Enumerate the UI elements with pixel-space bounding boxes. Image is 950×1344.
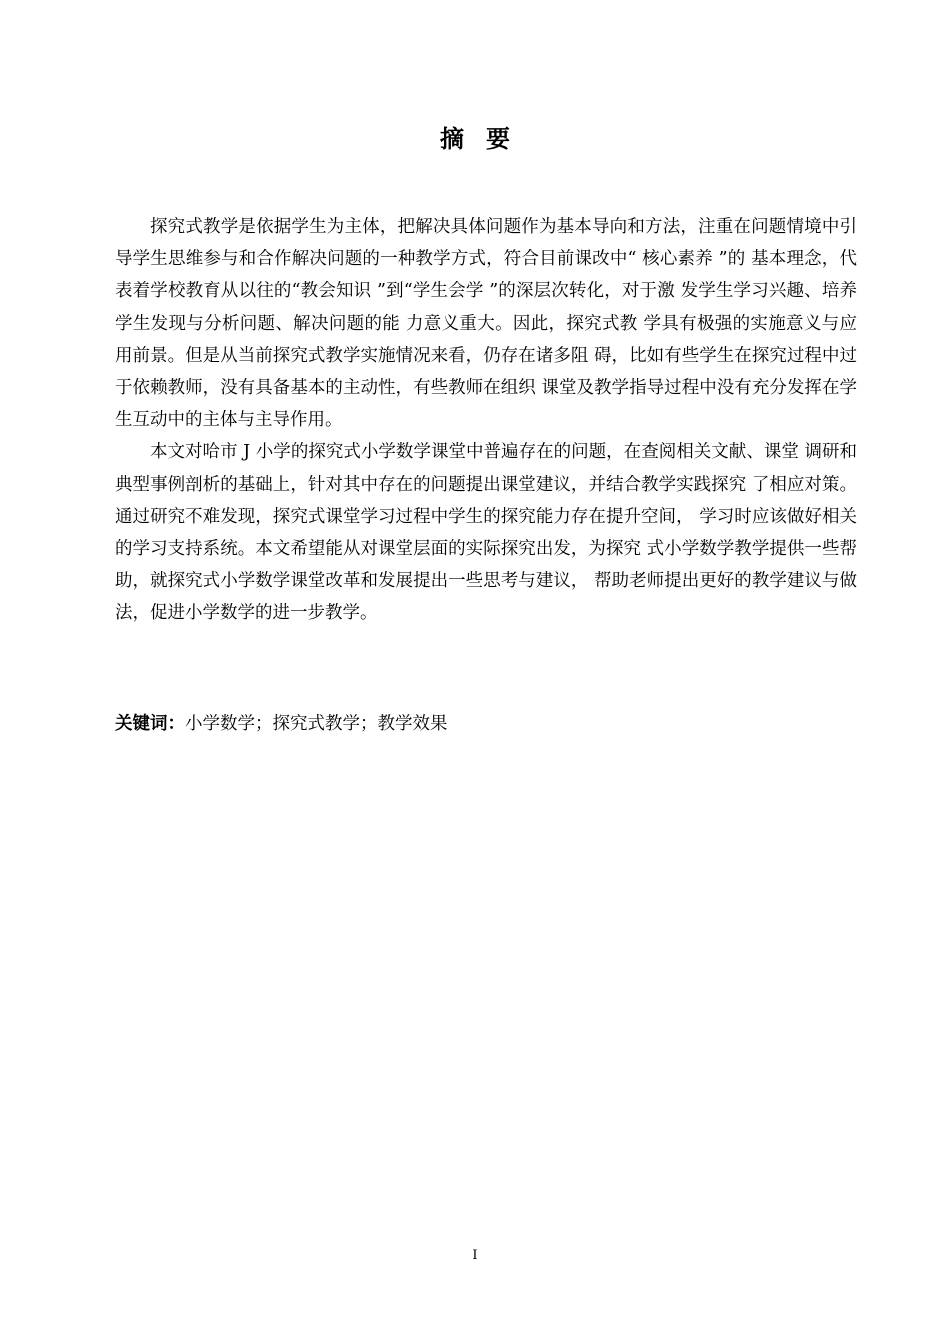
abstract-title: 摘要	[440, 125, 532, 153]
page-number: I	[472, 1248, 478, 1263]
keywords-line	[115, 708, 857, 740]
abstract-paragraph-2: 本文对哈市 J 小学的探究式小学数学课堂中普遍存在的问题，在查阅相关文献、课堂 调研和典型事例剖析的基础上，针对其中存在的问题提出课堂建议，并结合教学实践探究 了相应对策。通过研究不难发现，探究式课堂学习过程中学生的探究能力存在提升空间， 学习时应该做好相关的学习支持系统。本文希望能从对课堂层面的实际探究出发，为探究 式小学数学教学提供一些帮助，就探究式小学数学课堂改革和发展提出一些思考与建议， 帮助老师提出更好的教学建议与做法，促进小学数学的进一步教学。	[115, 442, 857, 624]
keywords-list: 小学数学；探究式教学；教学效果	[185, 714, 448, 734]
keywords-label: 关键词：	[115, 714, 185, 734]
abstract-body	[115, 211, 857, 630]
abstract-paragraph-1: 探究式教学是依据学生为主体，把解决具体问题作为基本导向和方法，注重在问题情境中引导学生思维参与和合作解决问题的一种教学方式，符合目前课改中“ 核心素养 ”的 基本理念，代表着学校教育从以往的“教会知识 ”到“学生会学 ”的深层次转化，对于激 发学生学习兴趣、培养学生发现与分析问题、解决问题的能 力意义重大。因此，探究式教 学具有极强的实施意义与应用前景。但是从当前探究式教学实施情况来看，仍存在诸多阻 碍，比如有些学生在探究过程中过于依赖教师，没有具备基本的主动性，有些教师在组织 课堂及教学指导过程中没有充分发挥在学生互动中的主体与主导作用。	[115, 217, 857, 431]
